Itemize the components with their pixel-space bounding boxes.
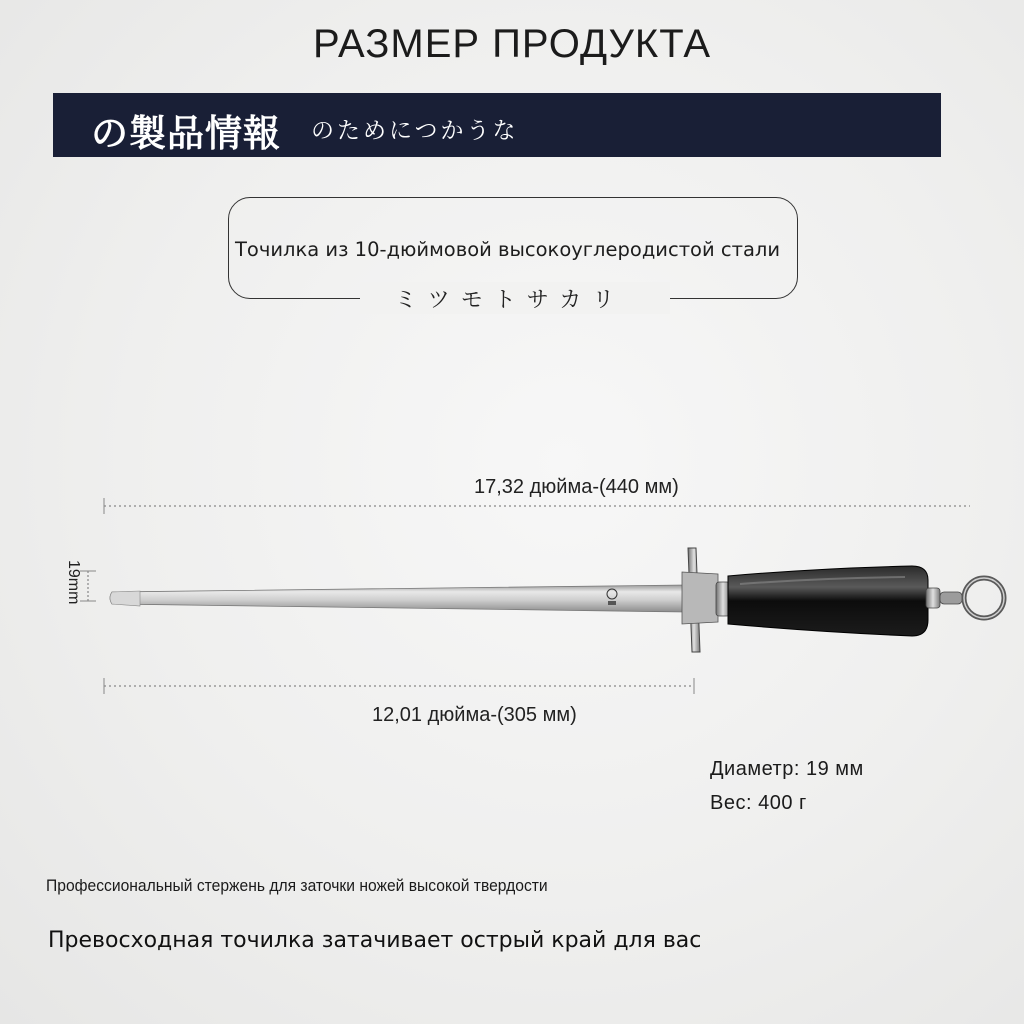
hanging-ring-inner [964, 578, 1004, 618]
description-line-1: Профессиональный стержень для заточки ножей высокой твердости [46, 876, 548, 895]
banner-title: の製品情報 [91, 111, 281, 155]
rod-length-label: 12,01 дюйма-(305 мм) [372, 704, 577, 726]
brand-name: ミツモトサカリ [394, 288, 626, 313]
banner-subtitle: のためにつかうな [311, 118, 519, 144]
end-cap [926, 588, 940, 608]
total-length-label: 17,32 дюйма-(440 мм) [474, 476, 679, 498]
page-title: РАЗМЕР ПРОДУКТА [312, 22, 711, 66]
ring-connector [940, 592, 962, 604]
description-line-2: Превосходная точилка затачивает острый край для вас [48, 928, 702, 953]
spec-weight: Вес: 400 г [710, 792, 807, 814]
subtitle-text: Точилка из 10-дюймовой высокоуглеродистой стали [235, 238, 781, 261]
diameter-mark-label: 19mm [65, 560, 82, 605]
rod-logo-mark [608, 601, 616, 605]
sharpening-rod [110, 585, 686, 612]
spec-diameter: Диаметр: 19 мм [710, 758, 864, 780]
rod-tip [110, 591, 140, 606]
guard-body [682, 572, 718, 624]
